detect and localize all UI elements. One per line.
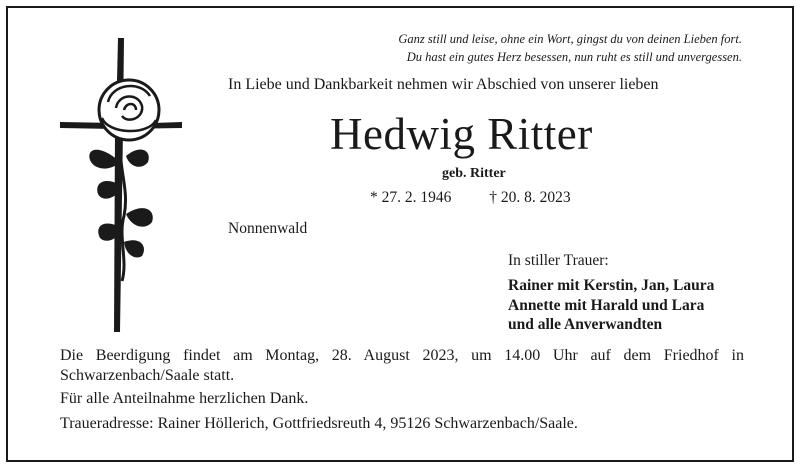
birth-date: 27. 2. 1946 xyxy=(381,189,452,206)
mourner-line: Rainer mit Kerstin, Jan, Laura xyxy=(508,277,715,294)
deceased-name: Hedwig Ritter xyxy=(330,109,593,159)
thanks-text: Für alle Anteilnahme herzlichen Dank. xyxy=(60,390,309,407)
intro-text: In Liebe und Dankbarkeit nehmen wir Abschied von unserer lieben xyxy=(228,76,659,93)
funeral-text: Die Beerdigung findet am Montag, 28. August 2023, um 14.00 Uhr auf dem Friedhof in Schwarzenbach/Saale statt. xyxy=(60,347,744,384)
death-cross-icon: † xyxy=(489,189,497,206)
mourner-line: Annette mit Harald und Lara xyxy=(508,296,705,314)
life-dates xyxy=(370,189,571,207)
birth-star-icon: * xyxy=(370,189,378,206)
address-text: Traueradresse: Rainer Höllerich, Gottfriedsreuth 4, 95126 Schwarzenbach/Saale. xyxy=(60,415,578,432)
poem-line-2: Du hast ein gutes Herz besessen, nun ruht es still und unvergessen. xyxy=(406,50,742,64)
death-date: 20. 8. 2023 xyxy=(500,189,571,206)
birth-name: geb. Ritter xyxy=(442,166,506,181)
mourner-line: und alle Anverwandten xyxy=(508,316,663,333)
cross-with-rose-icon xyxy=(56,36,188,334)
mourners-list xyxy=(508,276,714,335)
poem xyxy=(398,30,742,66)
poem-line-1: Ganz still und leise, ohne ein Wort, gingst du von deinen Lieben fort. xyxy=(398,32,742,46)
place-name: Nonnenwald xyxy=(228,220,308,237)
mourning-heading: In stiller Trauer: xyxy=(508,252,609,269)
